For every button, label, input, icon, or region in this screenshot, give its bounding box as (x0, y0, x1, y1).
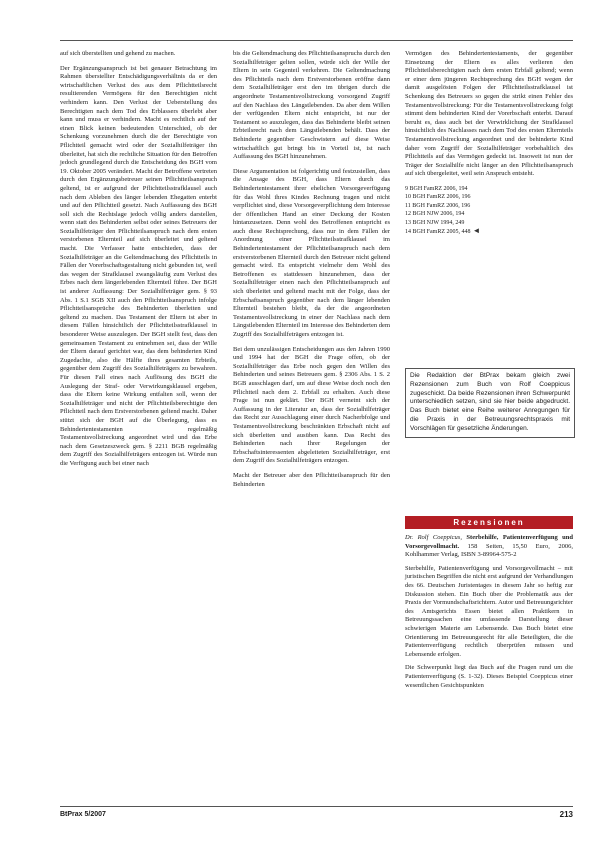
reviews-section-header: Rezensionen (405, 516, 573, 529)
article-column-1 (60, 50, 217, 475)
footnote: 12 BGH NJW 2006, 194 (405, 211, 465, 218)
article-column-3 (405, 50, 573, 236)
review-book-title: Sterbehilfe, Patientenverfügung und Vorsorgevollmacht. (405, 534, 574, 550)
editorial-note-box (405, 368, 575, 438)
page-number: 213 (559, 810, 573, 819)
top-rule (60, 40, 573, 41)
end-of-article-triangle-icon: ◄ (472, 225, 481, 235)
paragraph: Vermögen des Behindertentestaments, der gegenüber Einsetzung der Eltern es alles verlieren den Pflichtteilsberechtigten nach dem ersten Erbfall geltend; wenn er einer dem jüngeren Rechtsprechung des BGH wegen der damit ausgelösten Folgen der Pflichtteilsstrafklausel ist Schenkung des Betreuers so gegen die strikt einen Fehler des Testamentsvollstreckung: Für die Testamentsvollstreckung folgt stimmt dem behinderten Kind der Vorerbschaft enterbt. Darauf beruht es, dass auch bei der Verwirklichung der Strafklausel hinsichtlich des Nachlasses nach dem Tod des ersten Elternteils Testamentsvollstreckung angeordnet und der behinderte Kind daher vom Zugriff der Sozialhilfeträger vorbehaltlich des Pflichtteils auf das Vermögen gedeckt ist. Insoweit ist nun der Träger der Sozialhilfe nicht länger an den Pflichtteilsanspruch auf sich übergeleitet, weil sein Anspruch entsteht. (405, 50, 573, 178)
paragraph: Macht der Betreuer aber den Pflichtteilsanspruch für den Behinderten (233, 471, 390, 488)
paragraph: Diese Argumentation ist folgerichtig und festzustellen, dass die Ansage des BGH, dass Eltern durch das Behindertentestament ihrer ehelichen Vorsorgeverfügung für das Wohl ihres Kindes Rechnung tragen und nicht verpflichtet sind, diese Vorsorgeverpflichtung dem Interesse der öffentlichen Hand an einer Deckung der Kosten hintanzusetzen. Denn wohl des Betroffenen entspricht es auch diese Rechtsprechung, dass nur in dem Fällen der Anordnung einer Pflichtteilsstrafklausel im Behindertentestament der Pflichtteilsanspruch nach dem erstverstorbenen Elternteil durch den Betreuer nicht geltend gemacht wird. Es entspricht vielmehr dem Wohl des Betroffenen es stattdessen hinzunehmen, dass der Sozialhilfeträger einen nach den Pflichtteilsanspruch auf sich überleitet und geltend macht mit der Folge, dass der Erbschaftsanspruch gegenüber nach dem länger lebenden Elternteil bestehen bleibt, da der die angeordneten Testamentsvollstreckung in einer der Nachlass nach dem Längstlebenden Elternteil im Interesse des Behinderten dem Zugriff des Sozialhilfeträgers entzogen ist. (233, 167, 390, 338)
paragraph: bis die Geltendmachung des Pflichtteilsanspruchs durch den Sozialhilfeträger gelten sollen, würde sich der Wille der Eltern in sein Gegenteil verkehren. Die Geltendmachung des Pflichtteils nach dem Erstverstorbenen eröffne dann dem Sozialhilfeträger erst den im übrigen durch die angeordnete Testamentsvollstreckung vorsorgend Zugriff auf den Nachlass des Längstlebenden. Da aber dem Willen der verfügenden Eltern nicht entspricht, ist nur der Testament so auszulegen, dass das Behinderte bleibt seinen Erbteilsrecht nach dem Längstlebenden behält. Dass der Behinderte gegenüber Geschwistern auf diese Weise wirtschaftlich gut bringt bis in Vorteil ist, ist nach Auffassung des BGH hinzunehmen. (233, 50, 390, 161)
journal-issue: BtPrax 5/2007 (60, 811, 106, 818)
review-article (405, 534, 573, 695)
review-book-meta: 158 Seiten, 15,50 Euro, 2006, Kohlhammer Verlag, ISBN 3-89964-575-2 (405, 542, 574, 559)
paragraph: Der Ergänzungsanspruch ist bei genauer Betrachtung im Rahmen überstellter Entschädigungsverhältnis da er den wirtschaftlichen Verlust des aus dem Pflichtteilsrecht resultierenden Vermögens für den Berechtigten nicht verhindern kann. Den Verlust der Ueberstellung des Berechtigten nach dem Tod des Erblassers überlebt aber kann und muss er verhindern. Macht es rechtlich auf der einen Blick keinen bedeutenden Unterschied, ob der Schenkung vorzunehmen durch die der Berechtigte von Pflichtteil gemacht wird oder der Sozialhilfeträger ihn überleitet, hat sich die rechtliche Situation für den Betroffen jedoch grundlegend durch die Entscheidung des BGH vom 19. Oktober 2005 verändert. Macht der Betroffene vertreten durch den Ergänzungsbetreuer seinen Pflichtteilsanspruch geltend, ist er aufgrund der Pflichtteilsstrafklausel auch nach dem Ableben des länger lebenden Ehegatten enterbt und auf den Pflichtteil gesetzt. Nach Auffassung des BGH soll sich die Rechtslage jedoch völlig anders darstellen, wenn statt des Behinderten selbst oder seines Betreuers der Sozialhilfeträger den Pflichtteilsanspruch nach dem ersten verstorbenen Elternteil auf sich überleitet und geltend macht. Die Verfasser hatte entschieden, dass der Sozialhilfeträger an die Geltendmachung des Pflichtteils in Fällen der Vorerbschaftsgestaltung nicht gebunden ist, weil das wegen der Strafklausel zwangsläufig zum Verlust des Erbes nach dem längerlebenden Elternteil führe. Der BGH ist anderer Auffassung: Der Sozialhilfeträger gem. § 93 Abs. 1 S.1 SGB XII auch den Pflichtteilsanspruch infolge Pflichtteilsansprüche des Behinderten überleiten und geltend zu machen. Das Testament der Eltern ist aber in diesem Fällen hinsichtlich der Pflichtteilsstrafklausel in besonderer Weise auszulegen. Der BGH stellt fest, dass den gemeinsamen Testament zu entnehmen sei, dass der Wille der Eltern darauf gerichtet war, das dem behinderten Kind Zugedachte, also die Hälfte ihres gesamten Erbteils, gegenüber dem Zugriff des Sozialhilfeträgers zu bewahren. Für diesen Fall eines nach Auflösung des BGH die Auslegung der Straf- oder Verwirkungsklausel ergeben, dass die Eltern keine Wirkung entfalten soll, wenn der Sozialhilfeträger und nicht der Pflichtteilsberechtigte den Pflichtteil nach dem Erstverstorbenen geltend macht. Daher stützt sich der BGH auf die Überlegung, dass es Behindertentestamenten regelmäßig Testamentsvollstreckung angeordnet wird und das Erbe nach dem Gesetzeszweck gem. § 2211 BGB regelmäßig dem Zugriff des Sozialhilfeträgers entzogen ist. Würde nun die Verfügung auch bei einer nach (60, 64, 217, 467)
footnote (405, 227, 573, 236)
footnote: 13 BGH NJW 1994, 249 (405, 219, 465, 226)
footnote-text: 14 BGH FamRZ 2005, 448 (405, 228, 471, 235)
bottom-rule (60, 806, 573, 807)
article-column-2 (233, 50, 390, 495)
footnote: 11 BGH FamRZ 2006, 196 (405, 202, 471, 209)
paragraph: Sterbehilfe, Patientenverfügung und Vorsorgevollmacht – mit juristischen Begriffen die nicht erst aufgrund der Verhandlungen des 66. Deutschen Juristentages in diesem Jahr so heftig zur Diskussion stehen. Ein Buch über die Problematik aus der Praxis der Vormundschaftsrichtern. Autor und Betreuungsrichter des Amtsgerichts Essen bietet allen Praktikern in Betreuungssachen eine umfassende Darstellung dieser schwierigen Materie am Lebensende. Das Buch bietet eine Orientierung im Betreuungsrecht für alle Beteiligten, die die Patientenverfügung rechtlich überprüfen müssen und Lebensende erfolgen. (405, 564, 573, 658)
paragraph: Bei dem unzulässigen Entscheidungen aus den Jahren 1990 und 1994 hat der BGH die Frage offen, ob der Sozialhilfeträger das Erbe noch gegen den Willen des Behinderten und seines Betreuers gem. § 2306 Abs. 1 S. 2 BGB ausschlagen darf, um auf diese Weise doch noch den Pflichtteil nach dem 2. Erbfall zu erhalten. Auch diese Frage ist nun geklärt. Der BGH verneint sich der Auffassung in der Literatur an, dass der Sozialhilfeträger das Recht zur Ausschlagung einer durch Nacherbfolge und Testamentsvollstreckung beschränkten Erbschaft nicht auf sich überleiten und ausüben kann. Das Recht des Behinderten nach Ihrer Regelungen der Erbschaftsinteressenten abgeleiteten Sozialhilfeträger, erst dem Zugriff des Sozialhilfeträgers entzogen. (233, 345, 390, 465)
review-heading (405, 534, 573, 560)
editorial-note-text: Die Redaktion der BtPrax bekam gleich zwei Rezensionen zum Buch von Rolf Coeppicus zugeschickt. Da beide Rezensionen ihren Schwerpunkt unterschiedlich setzen, sind sie hier beide abgedruckt. Das Buch bietet eine Reihe weiterer Anregungen für die Praxis in der Betreuungsrechtspraxis mit Vorschlägen für gesetzliche Änderungen. (410, 372, 570, 432)
review-author: Dr. Rolf Coeppicus, (405, 534, 462, 541)
footnote: 10 BGH FamRZ 2006, 196 (405, 194, 471, 201)
footnote: 9 BGH FamRZ 2006, 194 (405, 185, 468, 192)
paragraph: auf sich überstellten und gehend zu machen. (60, 50, 176, 57)
footnotes (405, 185, 573, 236)
paragraph: Die Schwerpunkt liegt das Buch auf die Fragen rund um die Patientenverfügung (S. 1-32). Dieses Beispiel Coeppicus einer wesentlichen Gesichtspunkten (405, 664, 573, 689)
